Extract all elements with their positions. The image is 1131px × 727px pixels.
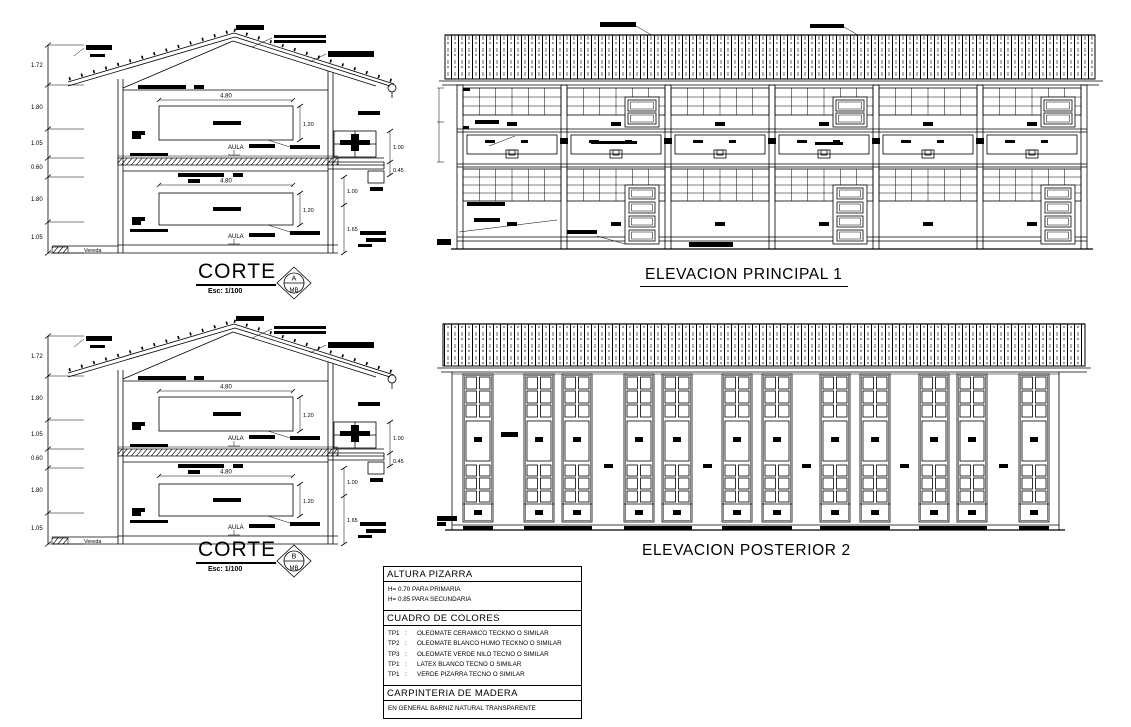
window-unit	[1019, 374, 1049, 522]
annotation-bar	[130, 229, 168, 232]
annotation-bar	[370, 187, 383, 191]
annotation-bar	[132, 221, 141, 225]
corridor-dimensions	[341, 420, 404, 546]
corte-upper-room	[130, 85, 320, 156]
annotation-bar	[132, 217, 145, 221]
annotation-bar	[178, 464, 224, 468]
elevacion-posterior-drawing	[437, 318, 1112, 540]
room-label: AULA	[228, 436, 244, 442]
color-code: TP1	[388, 629, 400, 637]
corte-structure	[52, 362, 386, 545]
dimension-label: 1.00	[393, 436, 404, 442]
roof-tiles	[443, 324, 1085, 366]
board-height-dim: 1.20	[303, 122, 314, 128]
elevation-left-dim	[437, 88, 470, 162]
annotation-bar	[290, 231, 320, 235]
hanging-beam	[368, 171, 384, 183]
corte-a-title-block	[196, 260, 306, 295]
legend-altura-title: ALTURA PIZARRA	[384, 567, 581, 582]
annotation-bar	[463, 88, 470, 91]
window-unit	[662, 374, 692, 522]
marker-sheet: MB	[289, 288, 299, 294]
annotation-bar	[358, 111, 380, 115]
roof-annotation-bars	[74, 25, 374, 62]
annotation-bar	[501, 432, 518, 437]
window-unit	[820, 374, 850, 522]
window-unit	[860, 374, 890, 522]
dimension-label: 1.00	[347, 480, 358, 486]
corte-a-scale: Esc: 1/100	[208, 288, 243, 295]
color-code: TP3	[388, 650, 400, 658]
dimension-label: 1.72	[31, 354, 43, 360]
color-row: TP1 : OLEOMATE CERAMICO TECKNO O SIMILAR	[388, 629, 578, 639]
annotation-bar	[290, 436, 320, 440]
annotation-bar	[213, 498, 241, 502]
posterior-windows	[463, 374, 1049, 522]
annotation-bar	[130, 153, 168, 156]
color-code: TP1	[388, 671, 400, 679]
sidewalk-hatch	[52, 538, 68, 544]
annotation-bar	[591, 141, 637, 144]
legend-madera-body	[384, 701, 581, 718]
lower-door	[833, 185, 867, 244]
corte-section-drawing	[28, 25, 428, 257]
lower-door	[625, 185, 659, 244]
corte-lower-room	[130, 179, 320, 245]
color-code: TP1	[388, 660, 400, 668]
annotation-bar	[290, 145, 320, 149]
sidewalk-label: Vereda	[84, 539, 102, 545]
annotation-bar	[351, 134, 359, 151]
annotation-bar	[188, 179, 200, 183]
color-row: TP3 : OLEOMATE VERDE NILO TECNO O SIMILAR	[388, 650, 578, 660]
posterior-wall	[445, 372, 1065, 530]
section-marker-b	[276, 544, 312, 578]
sidewalk-hatch	[52, 247, 68, 253]
legend-altura-body	[384, 582, 581, 610]
color-desc: VERDE PIZARRA TECNO O SIMILAR	[417, 671, 525, 679]
window-unit	[762, 374, 792, 522]
elevation-bays	[463, 88, 1081, 226]
hanging-beam	[368, 462, 384, 474]
corte-roof	[68, 25, 396, 98]
color-desc: OLEOMATE VERDE NILO TECNO O SIMILAR	[417, 650, 549, 658]
corte-b-title: CORTE	[198, 538, 277, 561]
marker-sheet: MB	[289, 566, 299, 572]
legend-madera-title: CARPINTERIA DE MADERA	[384, 685, 581, 701]
annotation-bar	[233, 464, 243, 468]
annotation-bar	[999, 464, 1008, 468]
dimension-label: 1.65	[347, 518, 358, 524]
color-row: TP2 : OLEOMATE BLANCO HUMO TECKNO O SIMILAR	[388, 639, 578, 649]
color-code: TP2	[388, 640, 400, 648]
annotation-bar	[138, 85, 186, 89]
annotation-bar	[474, 218, 500, 222]
color-desc: OLEOMATE BLANCO HUMO TECKNO O SIMILAR	[417, 640, 562, 648]
gutter-downspout	[388, 84, 396, 92]
annotation-bar	[188, 470, 200, 474]
annotation-bar	[132, 131, 145, 135]
annotation-bar	[604, 464, 613, 468]
stair-annotation-bars	[358, 522, 386, 538]
annotation-bar	[213, 207, 241, 211]
annotation-bar	[463, 126, 469, 129]
annotation-bar	[900, 464, 909, 468]
corte-a-title: CORTE	[198, 260, 277, 283]
dimension-label: 0.60	[31, 165, 43, 171]
elevation-roof	[439, 35, 1103, 85]
annotation-bar	[132, 135, 141, 139]
corte-section-drawing	[28, 316, 428, 548]
annotation-bar	[130, 520, 168, 523]
window-unit	[624, 374, 654, 522]
annotation-bar	[249, 524, 275, 528]
corte-upper-room	[130, 376, 320, 447]
board-width-dim: 4.80	[220, 469, 232, 476]
upper-door	[1041, 97, 1075, 127]
legend-note: H= 0.70 PARA PRIMARIA	[388, 586, 461, 593]
annotation-bar	[703, 464, 712, 468]
legend-colores-title: CUADRO DE COLORES	[384, 610, 581, 626]
elevation-bay	[671, 88, 769, 226]
annotation-bar	[132, 512, 141, 516]
annotation-bar	[233, 173, 243, 177]
annotation-bar	[213, 412, 241, 416]
floor-slab-hatch	[118, 158, 338, 165]
window-unit	[463, 374, 493, 522]
annotation-bar	[194, 376, 204, 380]
dimension-label: 1.80	[31, 396, 43, 402]
room-label: AULA	[228, 525, 244, 531]
dimension-label: 1.00	[347, 189, 358, 195]
annotation-bar	[138, 376, 186, 380]
annotation-bar	[358, 402, 380, 406]
corte-lower-room	[130, 470, 320, 536]
board-width-dim: 4.80	[220, 93, 232, 100]
annotation-bar	[437, 239, 451, 245]
legend-note: EN GENERAL BARNIZ NATURAL TRANSPARENTE	[388, 704, 536, 712]
annotation-bar	[351, 425, 359, 442]
annotation-bar	[802, 464, 811, 468]
stair-annotation-bars	[358, 231, 386, 247]
board-height-dim: 1.20	[303, 413, 314, 419]
elevacion-principal-drawing	[437, 22, 1112, 257]
dimension-label: 1.72	[31, 63, 43, 69]
dimension-label: 0.45	[393, 168, 404, 174]
posterior-ground-bars	[463, 526, 1049, 530]
annotation-bar	[437, 516, 457, 521]
annotation-bar	[213, 121, 241, 125]
elevacion-principal-title: ELEVACION PRINCIPAL 1	[640, 266, 848, 287]
dimension-label: 0.60	[31, 456, 43, 462]
board-width-dim: 4.80	[220, 178, 232, 185]
annotation-bar	[178, 173, 224, 177]
roof-tiles	[445, 35, 1095, 79]
room-label: AULA	[228, 234, 244, 240]
section-marker-a	[276, 266, 312, 300]
marker-letter: A	[291, 275, 297, 283]
window-unit	[919, 374, 949, 522]
window-unit	[722, 374, 752, 522]
roof-annotation-bars	[74, 316, 374, 353]
annotation-bar	[290, 522, 320, 526]
annotation-bar	[249, 144, 275, 148]
window-unit	[562, 374, 592, 522]
dimension-label: 1.05	[31, 235, 43, 241]
legend-table	[383, 566, 582, 719]
dimension-label: 1.00	[393, 145, 404, 151]
corte-roof	[68, 316, 396, 389]
dimension-label: 1.65	[347, 227, 358, 233]
board-height-dim: 1.20	[303, 499, 314, 505]
annotation-bar	[689, 242, 733, 247]
board-width-dim: 4.80	[220, 384, 232, 391]
marker-letter: B	[291, 553, 297, 561]
dimension-label: 1.05	[31, 141, 43, 147]
corte-dimension-chain	[31, 43, 84, 256]
elevacion-posterior-title: ELEVACION POSTERIOR 2	[642, 542, 851, 559]
room-label: AULA	[228, 145, 244, 151]
annotation-bar	[194, 85, 204, 89]
color-desc: LATEX BLANCO TECNO O SIMILAR	[417, 660, 522, 668]
dimension-label: 1.80	[31, 488, 43, 494]
annotation-bar	[567, 230, 597, 234]
annotation-bar	[437, 522, 446, 526]
annotation-bar	[132, 422, 145, 426]
window-unit	[524, 374, 554, 522]
elevation-doors	[625, 97, 1075, 244]
dimension-label: 1.05	[31, 526, 43, 532]
gutter-downspout	[388, 375, 396, 383]
annotation-bar	[249, 233, 275, 237]
legend-note: H= 0.85 PARA SECUNDARIA	[388, 596, 472, 604]
elevation-floor-bands	[451, 129, 1093, 249]
color-desc: OLEOMATE CERAMICO TECKNO O SIMILAR	[417, 629, 549, 637]
annotation-bar	[467, 202, 505, 206]
sidewalk-label: Vereda	[84, 248, 102, 254]
color-row: TP1 : LATEX BLANCO TECNO O SIMILAR	[388, 660, 578, 670]
corte-dimension-chain	[31, 334, 84, 547]
dimension-label: 1.05	[31, 432, 43, 438]
dimension-label: 1.80	[31, 105, 43, 111]
annotation-bar	[815, 142, 843, 145]
elevation-bay	[879, 88, 977, 226]
corte-b-scale: Esc: 1/100	[208, 566, 243, 573]
annotation-bar	[132, 508, 145, 512]
annotation-bar	[370, 478, 383, 482]
corte-b-title-block	[196, 538, 306, 573]
board-height-dim: 1.20	[303, 208, 314, 214]
upper-door	[833, 97, 867, 127]
corridor-dimensions	[341, 129, 404, 255]
window-unit	[957, 374, 987, 522]
corte-structure	[52, 71, 386, 254]
dimension-label: 0.45	[393, 459, 404, 465]
posterior-roof	[437, 324, 1091, 372]
annotation-bar	[249, 435, 275, 439]
color-row: TP1 : VERDE PIZARRA TECNO O SIMILAR	[388, 670, 578, 680]
dimension-label: 1.80	[31, 197, 43, 203]
legend-colores-body	[384, 626, 581, 685]
annotation-bar	[130, 444, 168, 447]
upper-door	[625, 97, 659, 127]
lower-door	[1041, 185, 1075, 244]
annotation-bar	[132, 426, 141, 430]
floor-slab-hatch	[118, 449, 338, 456]
annotation-bar	[475, 120, 499, 124]
